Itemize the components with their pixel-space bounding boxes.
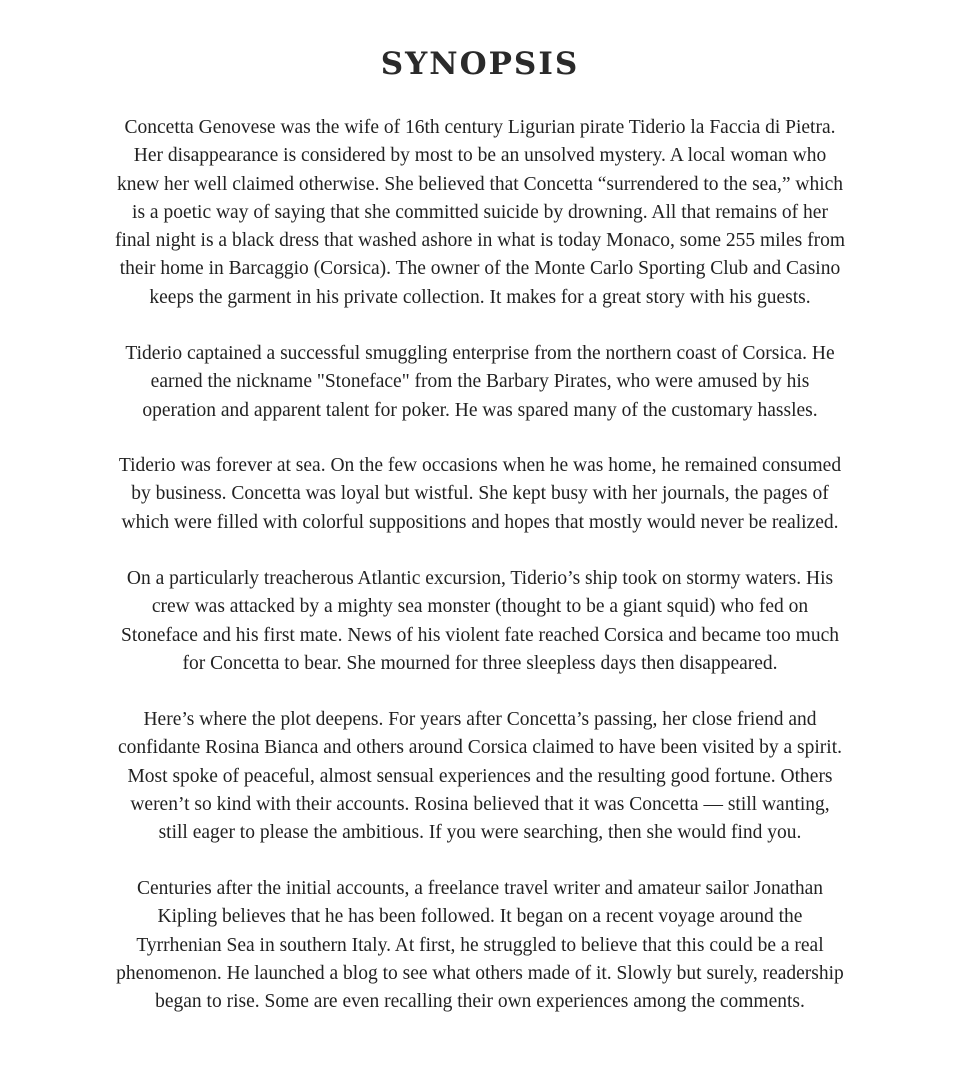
text-line: earned the nickname "Stoneface" from the Barbary Pirates, who were amused by his (150, 371, 810, 393)
text-line: Tyrrhenian Sea in southern Italy. At first, he struggled to believe that this could be a real (136, 934, 824, 956)
paragraph-1 (80, 114, 880, 312)
text-line: operation and apparent talent for poker. He was spared many of the customary hassles. (142, 399, 818, 421)
text-line: weren’t so kind with their accounts. Rosina believed that it was Concetta — still wanting, (130, 793, 830, 815)
paragraph-3 (80, 452, 880, 537)
text-line: keeps the garment in his private collection. It makes for a great story with his guests. (149, 286, 811, 308)
text-line: Stoneface and his first mate. News of his violent fate reached Corsica and became too much (121, 624, 839, 646)
text-line: still eager to please the ambitious. If you were searching, then she would find you. (158, 822, 802, 844)
text-line: crew was attacked by a mighty sea monster (thought to be a giant squid) who fed on (151, 596, 809, 618)
text-line: Here’s where the plot deepens. For years after Concetta’s passing, her close friend and (143, 709, 817, 730)
paragraph-4 (80, 565, 880, 678)
text-line: began to rise. Some are even recalling their own experiences among the comments. (155, 991, 805, 1013)
text-line: knew her well claimed otherwise. She believed that Concetta “surrendered to the sea,” which (116, 173, 844, 195)
text-line: Her disappearance is considered by most to be an unsolved mystery. A local woman who (133, 145, 827, 167)
text-line: Tiderio captained a successful smuggling enterprise from the northern coast of Corsica. He (125, 343, 835, 364)
paragraph-5 (80, 706, 880, 847)
text-line: which were filled with colorful suppositions and hopes that mostly would never be realized. (121, 511, 839, 533)
text-line: Kipling believes that he has been followed. It began on a recent voyage around the (157, 906, 803, 928)
text-line: Centuries after the initial accounts, a freelance travel writer and amateur sailor Jonathan (137, 878, 823, 899)
text-line: by business. Concetta was loyal but wistful. She kept busy with her journals, the pages of (131, 483, 829, 505)
text-line: On a particularly treacherous Atlantic excursion, Tiderio’s ship took on stormy waters. His (126, 568, 834, 589)
text-line: their home in Barcaggio (Corsica). The owner of the Monte Carlo Sporting Club and Casino (119, 258, 841, 280)
text-line: is a poetic way of saying that she committed suicide by drowning. All that remains of her (132, 201, 828, 223)
page-title: SYNOPSIS (380, 46, 580, 82)
text-line: Concetta Genovese was the wife of 16th century Ligurian pirate Tiderio la Faccia di Pietra. (124, 117, 836, 138)
text-line: phenomenon. He launched a blog to see what others made of it. Slowly but surely, readership (116, 962, 844, 984)
paragraph-2 (80, 340, 880, 425)
text-line: for Concetta to bear. She mourned for three sleepless days then disappeared. (182, 652, 778, 674)
paragraph-6 (80, 875, 880, 1016)
text-line: confidante Rosina Bianca and others around Corsica claimed to have been visited by a spirit. (118, 737, 842, 759)
text-line: Tiderio was forever at sea. On the few occasions when he was home, he remained consumed (118, 455, 842, 476)
text-line: Most spoke of peaceful, almost sensual experiences and the resulting good fortune. Others (127, 765, 833, 787)
text-line: final night is a black dress that washed ashore in what is today Monaco, some 255 miles from (114, 230, 845, 252)
